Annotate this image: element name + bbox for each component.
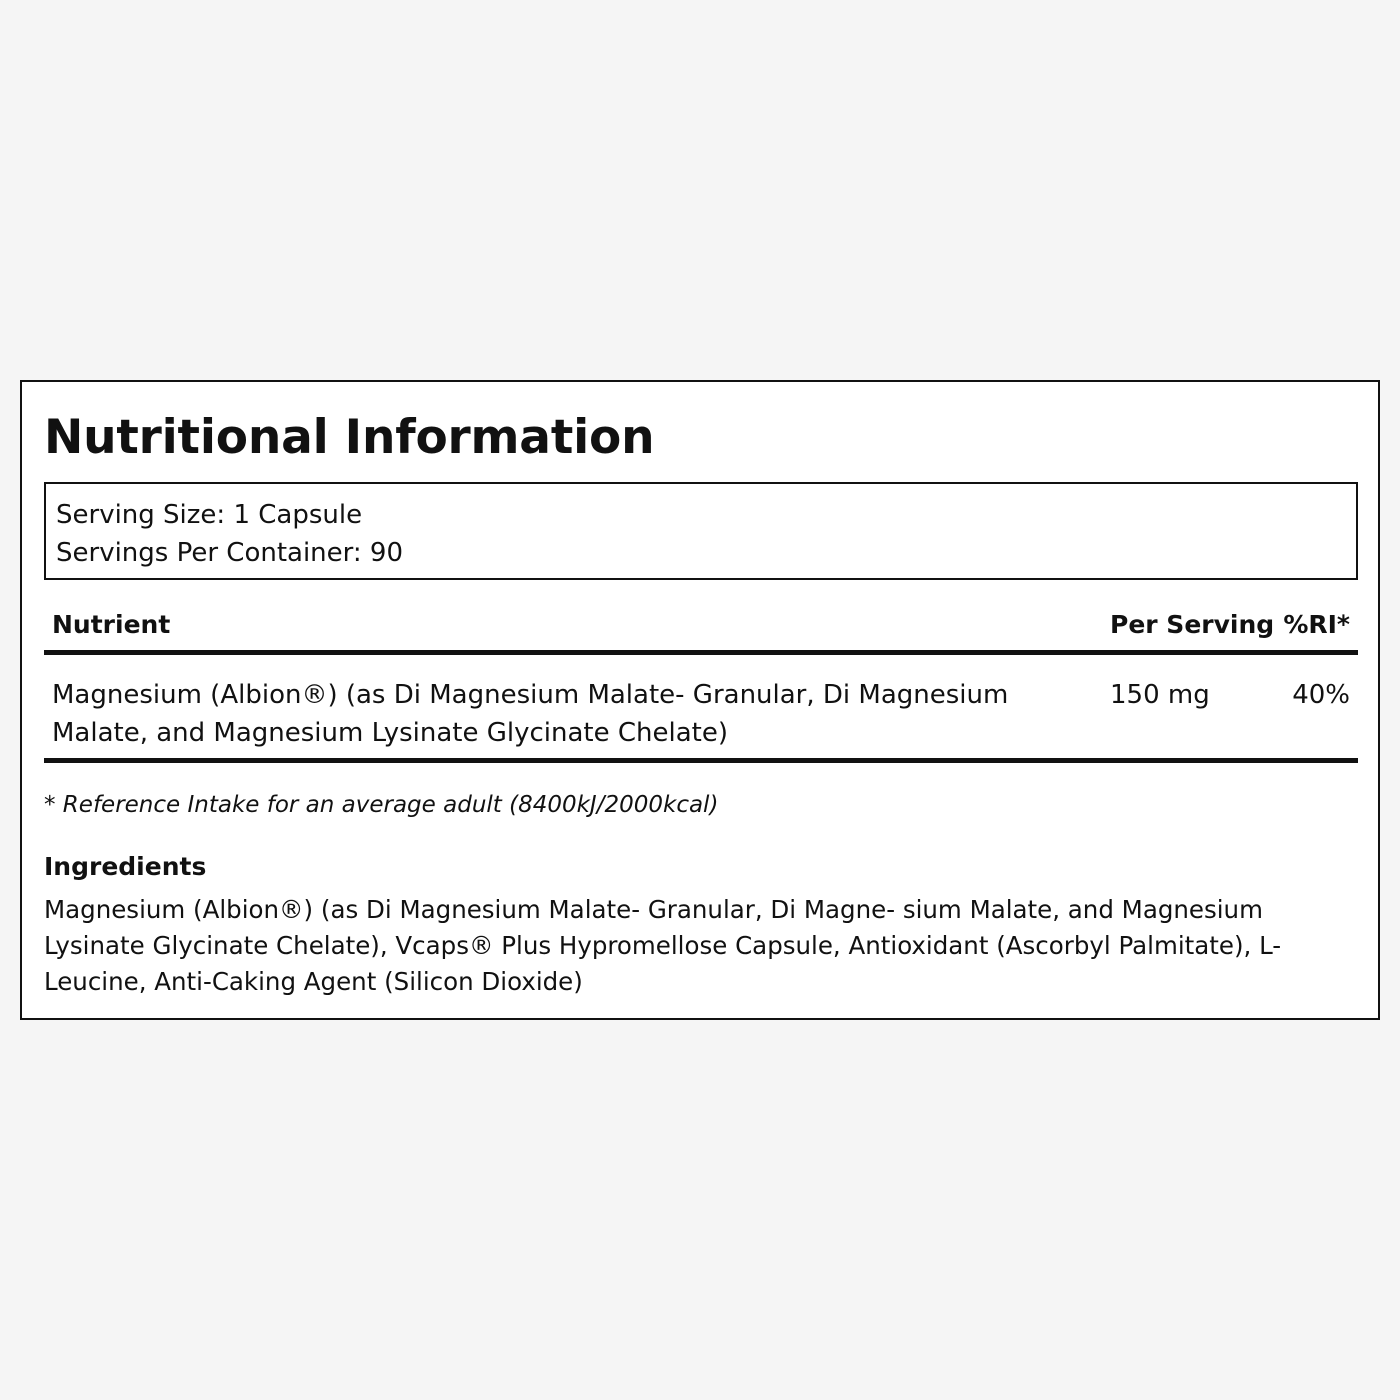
- serving-size: Serving Size: 1 Capsule: [56, 500, 363, 530]
- column-header-per-serving: Per Serving: [1110, 610, 1275, 639]
- serving-info-box: [44, 482, 1358, 580]
- nutrient-name: Magnesium (Albion®) (as Di Magnesium Malate- Granular, Di Magnesium Malate, and Magnesium Lysinate Glycinate Chelate): [52, 680, 1009, 748]
- servings-per-container: Servings Per Container: 90: [56, 538, 404, 568]
- nutrition-panel: [20, 380, 1380, 1020]
- nutrient-ri: 40%: [1292, 680, 1350, 710]
- table-top-rule: [44, 650, 1358, 655]
- panel-title: Nutritional Information: [44, 410, 655, 465]
- reference-intake-footnote: * Reference Intake for an average adult (8400kJ/2000kcal): [44, 792, 719, 818]
- column-header-nutrient: Nutrient: [52, 610, 171, 639]
- ingredients-text: Magnesium (Albion®) (as Di Magnesium Malate- Granular, Di Magne- sium Malate, and Magnesium Lysinate Glycinate Chelate), Vcaps® Plus Hypromellose Capsule, Antioxidant (Ascorbyl Palmitate), L-Leucine, Anti-Caking Agent (Silicon Dioxide): [44, 895, 1282, 996]
- column-header-ri: %RI*: [1283, 610, 1350, 639]
- table-bottom-rule: [44, 758, 1358, 763]
- ingredients-heading: Ingredients: [44, 852, 207, 881]
- nutrient-per-serving: 150 mg: [1110, 680, 1210, 710]
